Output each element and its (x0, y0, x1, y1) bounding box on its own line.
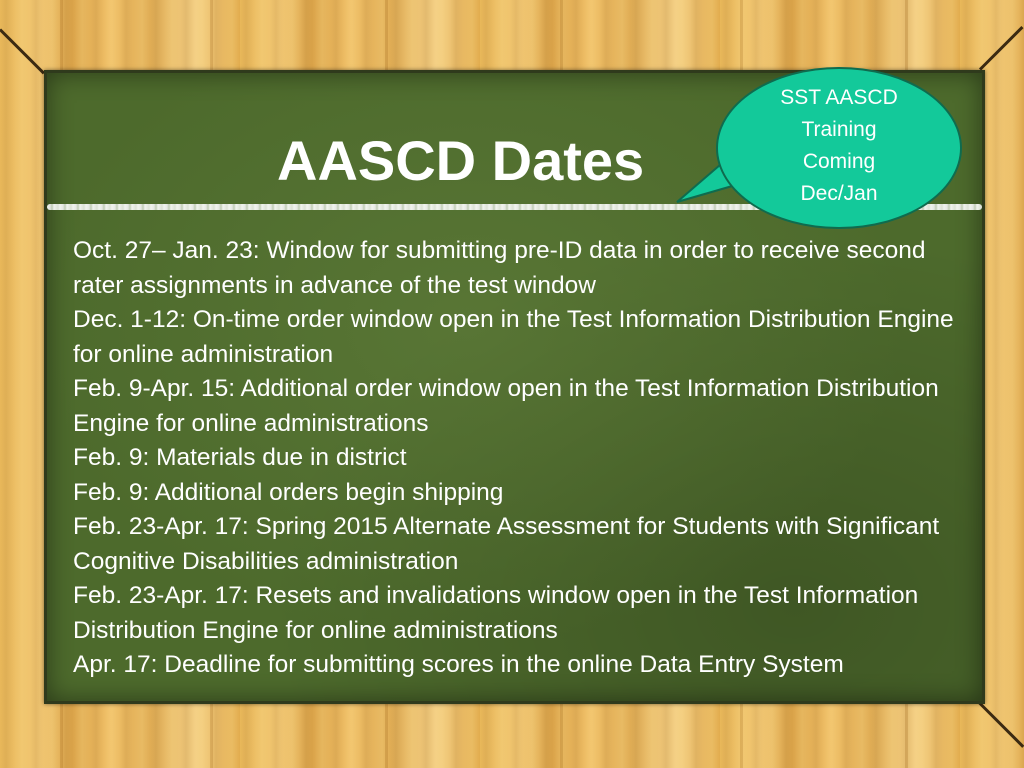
date-item: Dec. 1-12: On-time order window open in the Test Information Distribution Engine for online administration (73, 306, 954, 368)
date-item: Feb. 9-Apr. 15: Additional order window open in the Test Information Distribution Engine for online administrations (73, 375, 939, 437)
date-item: Oct. 27– Jan. 23: Window for submitting pre-ID data in order to receive second rater assignments in advance of the test window (73, 237, 926, 299)
date-item: Apr. 17: Deadline for submitting scores in the online Data Entry System (73, 651, 844, 678)
frame-corner-line (979, 26, 1024, 71)
date-item: Feb. 23-Apr. 17: Resets and invalidations window open in the Test Information Distribution Engine for online administrations (73, 582, 919, 644)
callout-line: Coming (802, 150, 876, 173)
speech-bubble-callout (716, 67, 962, 229)
date-item: Feb. 9: Materials due in district (73, 444, 407, 471)
callout-line: Dec/Jan (800, 182, 878, 205)
callout-line: SST AASCD (780, 86, 898, 109)
date-item: Feb. 23-Apr. 17: Spring 2015 Alternate Assessment for Students with Significant Cognitive Disabilities administration (73, 513, 940, 575)
callout-line: Training (801, 118, 877, 141)
frame-corner-line (977, 700, 1024, 747)
frame-corner-line (0, 28, 45, 74)
dates-list (73, 234, 963, 683)
callout-text (780, 82, 898, 210)
slide-title: AASCD Dates (277, 129, 645, 192)
date-item: Feb. 9: Additional orders begin shipping (73, 478, 504, 506)
